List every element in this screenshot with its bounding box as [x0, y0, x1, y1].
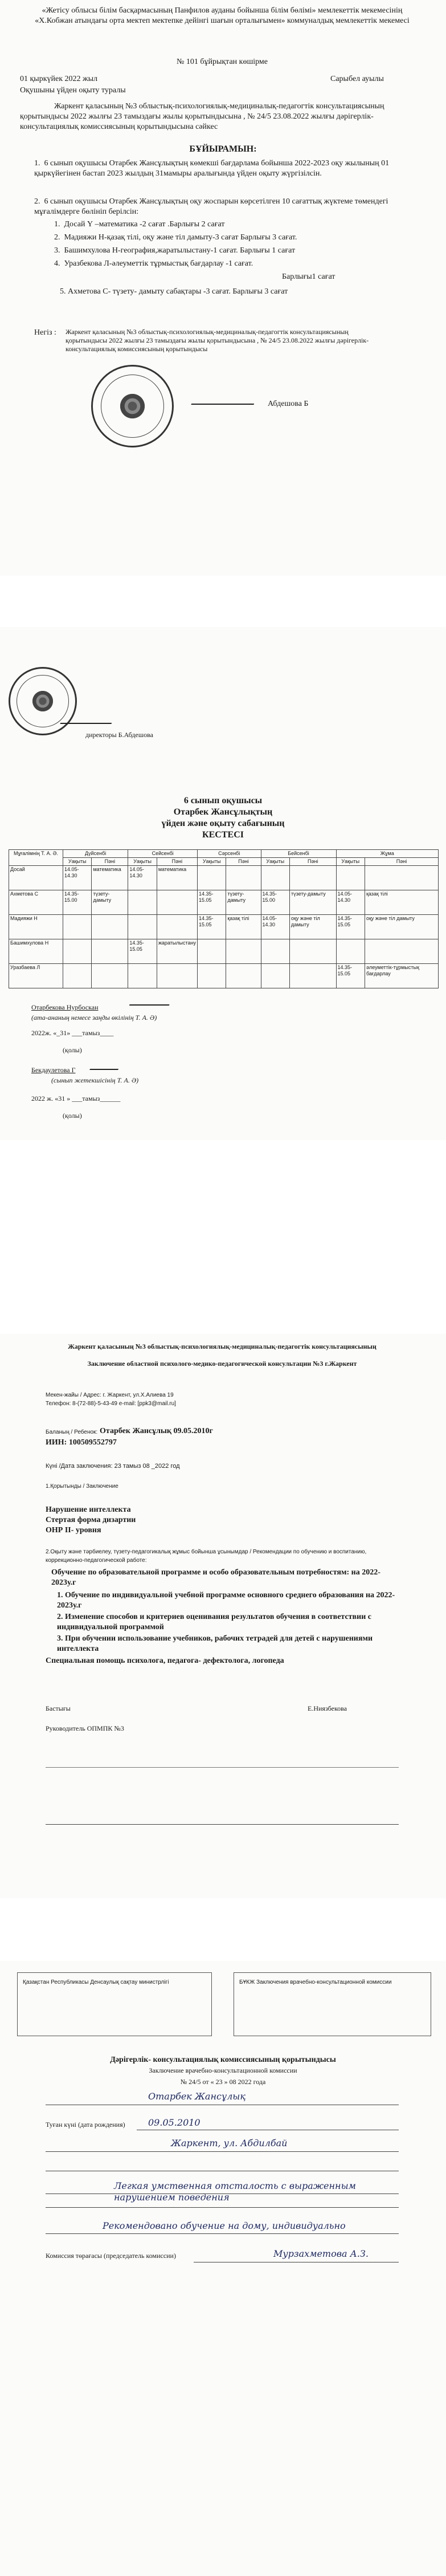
schedule-subject-cell: түзету-дамыту: [289, 890, 336, 915]
page1-teacher-1-text: Досай Ү –математика -2 сағат .Барлығы 2 сағат: [64, 220, 225, 229]
page3-diag-1: Нарушение интеллекта: [46, 1505, 131, 1514]
schedule-table: [9, 849, 439, 988]
schedule-subject-cell: [289, 939, 336, 964]
signature-1: [191, 393, 259, 405]
page2-sign-label-2: (қолы): [63, 1112, 82, 1120]
schedule-teacher-name: Ахметова С: [9, 890, 63, 915]
schedule-time-cell: 14.35-15.05: [336, 964, 365, 988]
page4-line-addr: [46, 2151, 399, 2152]
page3-divider: [46, 1824, 399, 1825]
sub-time: Уақыты: [197, 858, 226, 866]
page4-no-line: № 24/5 от « 23 » 08 2022 года: [180, 2078, 266, 2086]
sub-subject: Пәні: [289, 858, 336, 866]
schedule-subject-cell: [226, 964, 261, 988]
page2-agreed-2: [31, 1066, 76, 1075]
schedule-row: [9, 915, 439, 939]
page2-agreed-1-sub: (ата-ананың немесе заңды өкілінің Т. А. Ә): [31, 1014, 157, 1022]
document-page-2: [0, 627, 446, 1140]
signature-teacher: [89, 1063, 121, 1070]
page3-rec-1: 1. Обучение по индивидуальной учебной программе основного среднего образования на 2022-2023у.г: [57, 1591, 395, 1610]
page4-addr-hw: Жаркент, ул. Абдилбай: [171, 2138, 288, 2148]
seal-emblem-icon: [117, 390, 149, 422]
school-seal-2: [9, 667, 77, 735]
signature-parent: [129, 998, 173, 1006]
page2-director: директоры Б.Абдешова: [85, 731, 153, 739]
page2-date-2: 2022 ж. «31 » ___тамыз______: [31, 1094, 121, 1102]
page3-diag-label: 1.Қорытынды / Заключение: [46, 1483, 118, 1490]
schedule-time-cell: 14.35-15.05: [197, 890, 226, 915]
schedule-subject-cell: математика: [157, 866, 197, 890]
page1-header: «Жетісу облысы білім басқармасының Панфилов ауданы бойынша білім бөлімі» мемлекеттік мекемесінің «Х.Кобжан атындағы орта мектеп мектепке дейінгі шағын орталығымен» коммуналдық мемлекеттік мекемесі: [35, 6, 410, 25]
page2-agreed-2-name: Бекдаулетова Г: [31, 1066, 76, 1074]
document-page-4: [0, 1961, 446, 2576]
sub-time: Уақыты: [261, 858, 289, 866]
page2-agreed-1: [31, 1003, 99, 1012]
schedule-time-cell: [128, 964, 157, 988]
page2-title-2: Отарбек Жансұлықтың: [173, 807, 273, 817]
page-gap-2: [0, 1140, 446, 1334]
page1-teacher-list: [54, 219, 430, 297]
page4-line-diag-2: [46, 2207, 399, 2208]
schedule-time-cell: [261, 866, 289, 890]
sub-time: Уақыты: [128, 858, 157, 866]
schedule-subject-cell: оқу және тіл дамыту: [365, 915, 438, 939]
schedule-subject-cell: [157, 890, 197, 915]
page3-header-ru: Заключение областной психолого-медико-педагогической консультации №3 г.Жаркент: [87, 1360, 357, 1368]
schedule-time-cell: 14.05-14.30: [261, 915, 289, 939]
page3-rec-2: 2. Изменение способов и критериев оценивания результатов обучения в соответствии с индивидуальной программой: [57, 1613, 371, 1631]
schedule-time-cell: [261, 939, 289, 964]
page3-rec-label: 2.Оқыту және тәрбиелеу, түзету-педагогикалық жұмыс бойынша ұсынымдар / Рекомендации по обучению и воспитанию, коррекционно-педагогической работе:: [46, 1549, 367, 1564]
schedule-subject-cell: оқу және тіл дамыту: [289, 915, 336, 939]
page3-header-kz: Жаркент қаласының №3 облыстық-психологиялық-медициналық-педагогтік консультациясының: [68, 1342, 377, 1350]
page2-title-3: үйден және оқыту сабағының: [161, 819, 285, 828]
page1-teacher-4-text: Уразбекова Л-әлеуметтік тұрмыстық бағдарлау -1 сағат.: [64, 259, 253, 268]
page1-item-1: 1. 6 сынып оқушысы Отарбек Жансұлықтың көмекші бағдарлама бойынша 2022-2023 оқу жылының 01 қыркүйегінен бастап 2023 жылдың 31мамыры аралығында үйден оқыту жүргізілсін.: [34, 159, 390, 178]
page1-teacher-3: 3. Башимхулова Н-география,жаратылыстану-1 сағат. Барлығы 1 сағат: [54, 246, 296, 255]
sub-time: Уақыты: [63, 858, 92, 866]
schedule-time-cell: 14.05-14.30: [336, 890, 365, 915]
page3-address: Мекен-жайы / Адрес: г. Жаркент, ул.Х.Алиева 19: [46, 1392, 174, 1398]
page1-teacher-2-text: Мадияжи Н-қазақ тілі, оқу және тіл дамыту-3 сағат Барлығы 3 сағат.: [64, 233, 297, 242]
schedule-teacher-name: Уразбаева Л: [9, 964, 63, 988]
page2-title-4: КЕСТЕСІ: [202, 830, 244, 840]
page2-date-1: 2022ж. «_31» ___тамыз____: [31, 1029, 114, 1037]
page4-birth-hw: 09.05.2010: [148, 2117, 201, 2128]
page4-left-block-text: Қазақстан Республикасы Денсаулық сақтау министрлігі: [23, 1979, 169, 1985]
page1-place: Сарыбел ауылы: [330, 75, 384, 83]
page3-iin: ИИН: 100509552797: [46, 1438, 117, 1447]
page3-phone: Телефон: 8-(72-88)-5-43-49 e-mail: [ppk3@mail.ru]: [46, 1401, 176, 1407]
schedule-subject-cell: жаратылыстану: [157, 939, 197, 964]
schedule-col-teacher: Мұғалімнің Т. А. Ә.: [9, 850, 63, 866]
page3-rec-3: 3. При обучении использование учебников, рабочих тетрадей для детей с нарушениями интеллекта: [57, 1634, 373, 1653]
schedule-subject-cell: [289, 964, 336, 988]
page4-rec-hw: Рекомендовано обучение на дому, индивидуально: [103, 2220, 346, 2231]
schedule-day-tue: Сейсенбі: [128, 850, 198, 858]
schedule-row: [9, 964, 439, 988]
page3-rec-heading: Обучение по образовательной программе и особо образовательным потребностям: на 2022-2023у.г: [51, 1568, 380, 1587]
sub-time: Уақыты: [336, 858, 365, 866]
schedule-time-cell: [128, 915, 157, 939]
schedule-day-thu: Бейсенбі: [261, 850, 336, 858]
schedule-time-cell: 14.35-15.05: [128, 939, 157, 964]
page3-date-exam: Күні /Дата заключения: 23 тамыз 08 _2022 год: [46, 1463, 180, 1470]
schedule-time-cell: [336, 939, 365, 964]
schedule-subject-cell: [226, 866, 261, 890]
page1-date: 01 қыркүйек 2022 жыл: [20, 75, 98, 83]
schedule-subject-cell: [365, 939, 438, 964]
schedule-subject-cell: [289, 866, 336, 890]
schedule-time-cell: [197, 964, 226, 988]
document-page-3: [0, 1334, 446, 1898]
page4-chair-hw: Мурзахметова А.З.: [273, 2248, 369, 2259]
schedule-time-cell: [336, 866, 365, 890]
schedule-subject-cell: түзету-дамыту: [92, 890, 128, 915]
document-page-1: [0, 0, 446, 576]
schedule-time-cell: [128, 890, 157, 915]
schedule-subject-cell: [157, 915, 197, 939]
schedule-subject-cell: [92, 939, 128, 964]
school-seal-1: [91, 365, 174, 447]
schedule-time-cell: [197, 866, 226, 890]
page1-basis-label: Негіз :: [34, 328, 56, 337]
page4-birth-label: Туған күні (дата рождения): [46, 2121, 125, 2129]
schedule-row: [9, 939, 439, 964]
sub-subject: Пәні: [92, 858, 128, 866]
page2-agreed-2-sub: (сынып жетекшісінің Т. А. Ә): [51, 1076, 139, 1084]
signature-2: [60, 713, 116, 724]
page1-item-2-text: 6 сынып оқушысы Отарбек Жансұлықтың оқу жоспарын көрсетілген 10 сағаттық жүктеме төмендегі мұғалімдерге бөлініп берілсін:: [34, 197, 388, 216]
schedule-teacher-name: Башимхулова Н: [9, 939, 63, 964]
page3-rec-4: Специальная помощь психолога, педагога- дефектолога, логопеда: [46, 1657, 284, 1665]
schedule-time-cell: 14.35-15.00: [261, 890, 289, 915]
schedule-day-fri: Жұма: [336, 850, 439, 858]
page4-name-hw: Отарбек Жансұлық: [148, 2091, 245, 2102]
schedule-time-cell: [261, 964, 289, 988]
page3-child: Отарбек Жансұлық 09.05.2010г: [100, 1427, 213, 1435]
page3-diag-2: Стертая форма дизартии: [46, 1516, 136, 1524]
page1-teacher-3-text: Башимхулова Н-география,жаратылыстану-1 сағат. Барлығы 1 сағат: [64, 246, 296, 255]
schedule-time-cell: [63, 964, 92, 988]
schedule-header-days: [9, 850, 439, 858]
sub-subject: Пәні: [226, 858, 261, 866]
schedule-subject-cell: [226, 939, 261, 964]
page4-chair-label: Комиссия төрағасы (председатель комиссии): [46, 2252, 176, 2260]
page1-total-extra: Барлығы1 сағат: [282, 272, 335, 281]
page1-teacher-2: 2. Мадияжи Н-қазақ тілі, оқу және тіл дамыту-3 сағат Барлығы 3 сағат.: [54, 233, 297, 242]
page1-basis-text: Жаркент қаласының №3 облыстық-психологиялық-медициналық-педагогтік консультациясының қорытындысы 2022 жылғы 23 тамыздағы жылы қорытындысына , № 24/5 23.08.2022 жылғы дәрігерлік-консультациялық комиссиясының қорытындысы: [66, 328, 369, 353]
page2-title-1: 6 сынып оқушысы: [183, 796, 263, 805]
schedule-subject-cell: [92, 915, 128, 939]
page3-manager: Руководитель ОПМПК №3: [46, 1724, 124, 1732]
schedule-day-wed: Сәрсенбі: [197, 850, 261, 858]
page4-diag-hw: Легкая умственная отсталость с выраженным нарушением поведения: [114, 2180, 356, 2203]
schedule-subject-cell: [365, 866, 438, 890]
schedule-subject-cell: [92, 964, 128, 988]
page1-subject: Оқушыны үйден оқыту туралы: [20, 86, 126, 95]
schedule-time-cell: 14.35-15.05: [336, 915, 365, 939]
page1-order-no: № 101 бұйрықтан көшірме: [176, 58, 268, 66]
page2-agreed-1-name: Отарбекова Нурбоскан: [31, 1003, 99, 1011]
page3-child-label: Баланың / Ребенок:: [46, 1429, 98, 1435]
page1-item-1-text: 6 сынып оқушысы Отарбек Жансұлықтың көмекші бағдарлама бойынша 2022-2023 оқу жылының 01 қыркүйегінен бастап 2023 жылдың 31мамыры аралығында үйден оқыту жүргізілсін.: [34, 159, 390, 178]
page1-teacher-4: 4. Уразбекова Л-әлеуметтік тұрмыстық бағдарлау -1 сағат.: [54, 259, 253, 268]
schedule-subject-cell: әлеуметтік-тұрмыстық бағдарлау: [365, 964, 438, 988]
page-gap-3: [0, 1898, 446, 1961]
schedule-subject-cell: қазақ тілі: [365, 890, 438, 915]
page4-line-rec: [46, 2233, 399, 2234]
schedule-subject-cell: [157, 964, 197, 988]
page1-item-5: 5. Ахметова С- түзету- дамыту сабақтары -3 сағат. Барлығы 3 сағат: [60, 287, 288, 296]
sub-subject: Пәні: [157, 858, 197, 866]
page1-signer: Абдешова Б: [268, 400, 309, 408]
schedule-teacher-name: Досай: [9, 866, 63, 890]
page3-signature-block: [46, 1767, 399, 1813]
schedule-subject-cell: қазақ тілі: [226, 915, 261, 939]
seal-emblem-icon: [30, 688, 56, 714]
page4-right-block-text: БҰКЖ Заключения врачебно-консультационной комиссии: [239, 1979, 392, 1985]
schedule-time-cell: [63, 915, 92, 939]
schedule-subject-cell: түзету-дамыту: [226, 890, 261, 915]
sub-subject: Пәні: [365, 858, 438, 866]
schedule-header-sub: [9, 858, 439, 866]
schedule-time-cell: [63, 939, 92, 964]
page4-title: Дәрігерлік- консультациялық комиссиясының қорытындысы: [110, 2056, 336, 2064]
page1-item-2: 2. 6 сынып оқушысы Отарбек Жансұлықтың оқу жоспарын көрсетілген 10 сағаттық жүктеме төмендегі мұғалімдерге бөлініп берілсін:: [34, 197, 388, 216]
page3-diag-3: ОНР II- уровня: [46, 1526, 101, 1535]
page3-head-left: Бастығы: [46, 1704, 71, 1712]
page1-intro: Жаркент қаласының №3 облыстық-психологиялық-медициналық-педагогтік консультациясының қорытындысы 2022 жылғы 23 тамыздағы жылы қорытындысына , № 24/5 23.08.2022 жылғы дәрігерлік-консультациялық комиссиясының қорытындысына сәйкес: [20, 102, 384, 131]
page1-teacher-1: 1. Досай Ү –математика -2 сағат .Барлығы 2 сағат: [54, 220, 225, 229]
schedule-row: [9, 890, 439, 915]
schedule-time-cell: 14.05-14.30: [63, 866, 92, 890]
schedule-time-cell: [197, 939, 226, 964]
page1-order-heading: БҰЙЫРАМЫН:: [189, 144, 257, 154]
schedule-time-cell: 14.05-14.30: [128, 866, 157, 890]
page-gap-1: [0, 576, 446, 627]
page4-subtitle: Заключение врачебно-консультационной комиссии: [149, 2066, 297, 2074]
schedule-time-cell: 14.35-15.05: [197, 915, 226, 939]
schedule-subject-cell: математика: [92, 866, 128, 890]
schedule-teacher-name: Мадияжи Н: [9, 915, 63, 939]
schedule-day-mon: Дүйсенбі: [63, 850, 128, 858]
schedule-time-cell: 14.35-15.00: [63, 890, 92, 915]
page3-head-right: Е.Ниязбекова: [308, 1704, 347, 1712]
schedule-row: [9, 866, 439, 890]
page2-sign-label-1: (қолы): [63, 1046, 82, 1054]
schedule-body: [9, 866, 439, 988]
